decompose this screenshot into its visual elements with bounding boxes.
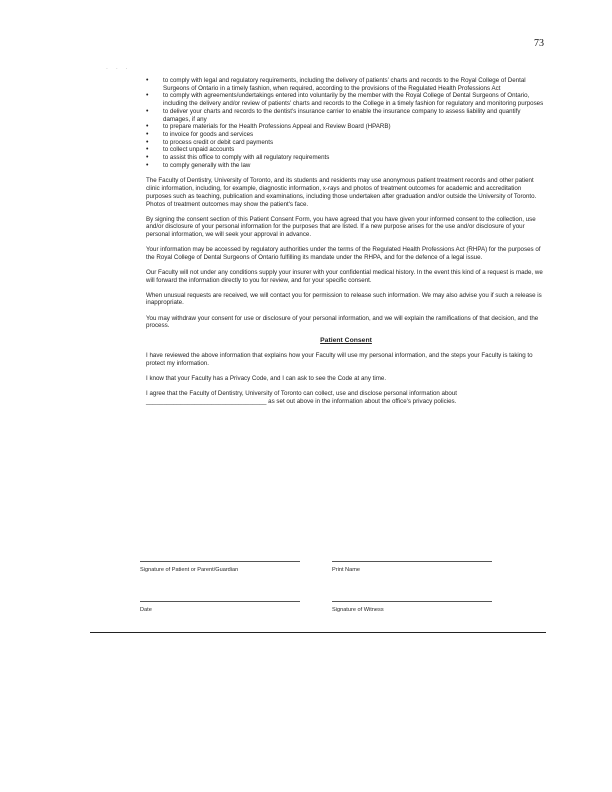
paragraph-regulatory-access: Your information may be accessed by regulatory authorities under the terms of the Regulated Health Professions Act (RHPA) for the purposes of the Royal College of Dental Surgeons of Ontario fulfilling its mandate under the RHPA, and for the defence of a legal issue. — [146, 246, 541, 261]
signature-line — [332, 561, 492, 562]
list-item-text: to process credit or debit card payments — [163, 138, 274, 146]
bullet-icon: • — [146, 107, 149, 115]
bullet-icon: • — [146, 146, 149, 154]
consent-statement-reviewed: I have reviewed the above information that explains how your Faculty will use my personal information, and the steps your Faculty is taking to protect my information. — [146, 352, 533, 367]
signature-line — [140, 601, 300, 602]
patient-signature-label: Signature of Patient or Parent/Guardian — [140, 567, 239, 573]
signature-line — [140, 561, 300, 562]
paragraph-insurer: Our Faculty will not under any conditions supply your insurer with your confidential medical history. In the event this kind of a request is made, we will forward the information directly to you for review, and for your specific consent. — [146, 268, 543, 284]
list-item-text: to comply with legal and regulatory requirements, including the delivery of patients' charts and records to the Royal College of Dental Surgeons of Ontario in a timely fashion, when required, according to the provisions of the Regulated Health Professions Act — [163, 77, 526, 92]
list-item — [146, 162, 546, 170]
date-field[interactable] — [140, 601, 300, 613]
list-item — [146, 92, 546, 107]
witness-signature-label: Signature of Witness — [332, 607, 384, 613]
list-item-text: to comply generally with the law — [163, 161, 251, 169]
patient-signature-field[interactable] — [140, 561, 300, 573]
list-item-text: to comply with agreements/undertakings entered into voluntarily by the member with the Royal College of Dental Surgeons of Ontario, including the delivery and/or review of patients' charts and records to the College in a timely fashion for regulatory and monitoring purposes — [163, 92, 544, 108]
paragraph-anonymous-use: The Faculty of Dentistry, University of Toronto, and its students and residents may use anonymous patient treatment records and other patient clinic information, including, for example, diagnostic information, x-rays and photos of treatment outcomes for academic and accreditation purposes such as teaching, publication and examinations, including those undertaken after graduation and/or outside the University of Toronto. Photos of treatment outcomes may show the patient's face. — [146, 177, 537, 208]
witness-signature-field[interactable] — [332, 601, 492, 613]
list-item — [146, 154, 546, 162]
date-label: Date — [140, 607, 152, 613]
consent-statement-agree: I agree that the Faculty of Dentistry, University of Toronto can collect, use and disclose personal information about ___________________________________ as set out above in the information about the office's privacy policies. — [146, 389, 458, 405]
list-item-text: to collect unpaid accounts — [163, 146, 235, 154]
bullet-icon: • — [146, 92, 149, 100]
paragraph-unusual-requests: When unusual requests are received, we will contact you for permission to release such information. We may also advise you if such a release is inappropriate. — [146, 291, 542, 307]
list-item-text: to invoice for goods and services — [163, 130, 254, 138]
list-item — [146, 146, 546, 154]
patient-consent-heading: Patient Consent — [320, 337, 372, 345]
scan-artifact-specks: · · · — [106, 66, 131, 73]
list-item — [146, 77, 546, 92]
list-item — [146, 139, 546, 147]
consent-statement-privacy-code: I know that your Faculty has a Privacy Code, and I can ask to see the Code at any time. — [146, 374, 387, 382]
print-name-label: Print Name — [332, 567, 360, 573]
list-item — [146, 131, 546, 139]
policy-text — [146, 77, 546, 413]
list-item-text: to deliver your charts and records to the dentist's insurance carrier to enable the insurance company to assess liability and quantify damages, if any — [163, 107, 521, 123]
bullet-icon: • — [146, 154, 149, 162]
list-item-text: to assist this office to comply with all regulatory requirements — [163, 154, 330, 162]
bullet-icon: • — [146, 138, 149, 146]
bullet-icon: • — [146, 123, 149, 131]
bottom-divider — [90, 632, 546, 633]
print-name-field[interactable] — [332, 561, 492, 573]
signature-line — [332, 601, 492, 602]
paragraph-withdraw-consent: You may withdraw your consent for use or disclosure of your personal information, and we will explain the ramifications of that decision, and the process. — [146, 314, 539, 330]
bullet-icon: • — [146, 77, 149, 84]
bullet-icon: • — [146, 161, 149, 169]
list-item — [146, 108, 546, 123]
list-item-text: to prepare materials for the Health Professions Appeal and Review Board (HPARB) — [163, 123, 391, 131]
list-item — [146, 123, 546, 131]
purpose-list — [146, 77, 546, 169]
bullet-icon: • — [146, 130, 149, 138]
page-number: 73 — [534, 38, 544, 49]
paragraph-informed-consent: By signing the consent section of this Patient Consent Form, you have agreed that you have given your informed consent to the collection, use and/or disclosure of your personal information for the purposes that are listed. If a new purpose arises for the use and/or disclosure of your personal information, we will seek your approval in advance. — [146, 215, 536, 239]
